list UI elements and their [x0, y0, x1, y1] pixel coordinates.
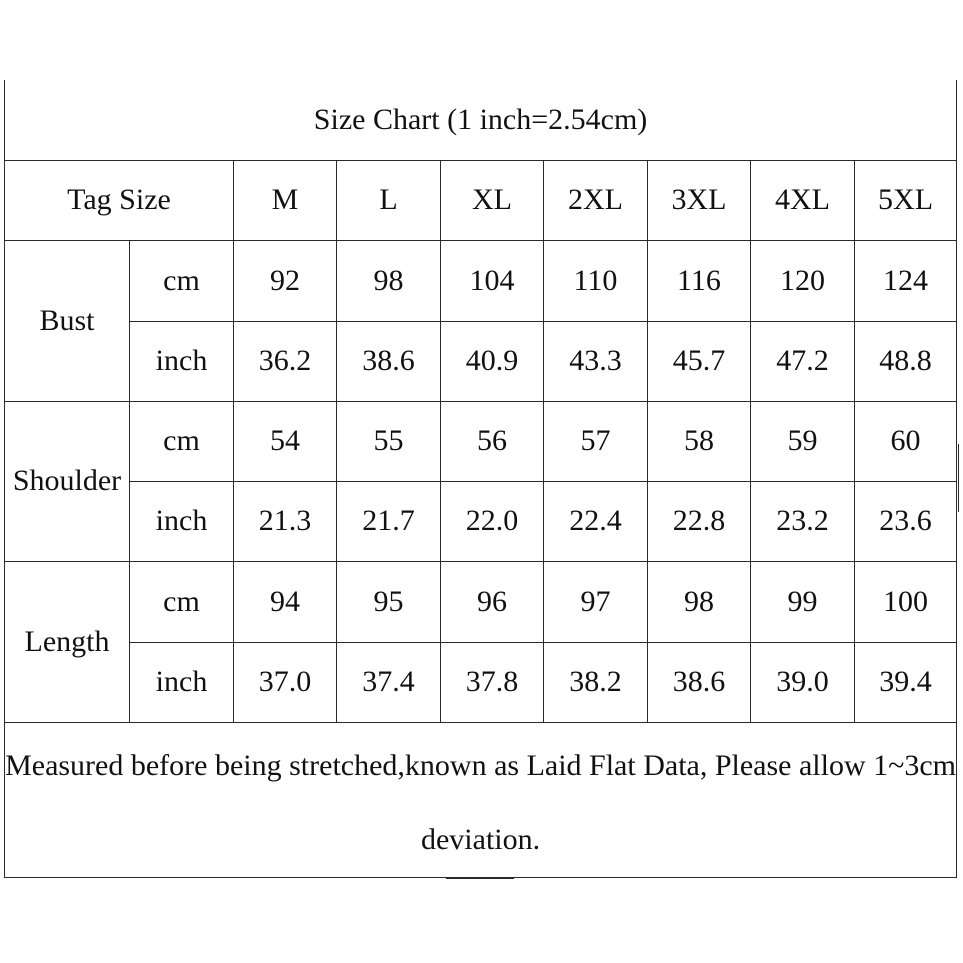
table-cell: 58 [648, 401, 751, 481]
unit-label: cm [130, 240, 234, 321]
table-cell: 38.2 [544, 642, 648, 722]
shoulder-inch-row [5, 481, 957, 561]
shoulder-cm-row [5, 401, 957, 481]
table-cell: 56 [441, 401, 544, 481]
unit-label: cm [130, 561, 234, 642]
table-cell: 97 [544, 561, 648, 642]
unit-label: inch [130, 642, 234, 722]
table-cell: 124 [855, 240, 957, 321]
unit-label: inch [130, 481, 234, 561]
table-cell: 116 [648, 240, 751, 321]
table-cell: 60 [855, 401, 957, 481]
table-cell: 39.4 [855, 642, 957, 722]
size-header-xl: XL [441, 160, 544, 240]
table-cell: 55 [337, 401, 441, 481]
table-cell: 37.0 [234, 642, 337, 722]
table-cell: 104 [441, 240, 544, 321]
size-chart-table [4, 80, 957, 878]
table-cell: 39.0 [751, 642, 855, 722]
table-cell: 120 [751, 240, 855, 321]
size-chart-title: Size Chart (1 inch=2.54cm) [5, 80, 957, 160]
table-cell: 98 [648, 561, 751, 642]
table-cell: 92 [234, 240, 337, 321]
title-row [5, 80, 957, 160]
bust-cm-row [5, 240, 957, 321]
unit-label: inch [130, 321, 234, 401]
table-cell: 37.4 [337, 642, 441, 722]
measurement-note: Measured before being stretched,known as Laid Flat Data, Please allow 1~3cm deviation. [5, 722, 957, 877]
size-header-5xl: 5XL [855, 160, 957, 240]
table-cell: 37.8 [441, 642, 544, 722]
table-cell: 22.4 [544, 481, 648, 561]
shoulder-label: Shoulder [5, 401, 130, 561]
table-cell: 22.8 [648, 481, 751, 561]
table-cell: 21.3 [234, 481, 337, 561]
size-header-m: M [234, 160, 337, 240]
length-inch-row [5, 642, 957, 722]
table-cell: 100 [855, 561, 957, 642]
table-cell: 38.6 [648, 642, 751, 722]
table-cell: 59 [751, 401, 855, 481]
table-cell: 48.8 [855, 321, 957, 401]
size-header-row [5, 160, 957, 240]
table-cell: 96 [441, 561, 544, 642]
edge-divider [958, 444, 959, 512]
table-cell: 110 [544, 240, 648, 321]
unit-label: cm [130, 401, 234, 481]
tag-size-label: Tag Size [5, 160, 234, 240]
table-cell: 45.7 [648, 321, 751, 401]
table-cell: 98 [337, 240, 441, 321]
bust-inch-row [5, 321, 957, 401]
table-cell: 99 [751, 561, 855, 642]
divider-line [446, 877, 514, 879]
size-header-l: L [337, 160, 441, 240]
table-cell: 23.2 [751, 481, 855, 561]
table-cell: 54 [234, 401, 337, 481]
table-cell: 57 [544, 401, 648, 481]
length-cm-row [5, 561, 957, 642]
table-cell: 40.9 [441, 321, 544, 401]
table-cell: 21.7 [337, 481, 441, 561]
length-label: Length [5, 561, 130, 722]
footer-row [5, 722, 957, 877]
table-cell: 23.6 [855, 481, 957, 561]
table-cell: 36.2 [234, 321, 337, 401]
table-cell: 43.3 [544, 321, 648, 401]
table-cell: 22.0 [441, 481, 544, 561]
size-header-2xl: 2XL [544, 160, 648, 240]
table-cell: 95 [337, 561, 441, 642]
size-header-3xl: 3XL [648, 160, 751, 240]
table-cell: 38.6 [337, 321, 441, 401]
bust-label: Bust [5, 240, 130, 401]
size-header-4xl: 4XL [751, 160, 855, 240]
table-cell: 94 [234, 561, 337, 642]
table-cell: 47.2 [751, 321, 855, 401]
